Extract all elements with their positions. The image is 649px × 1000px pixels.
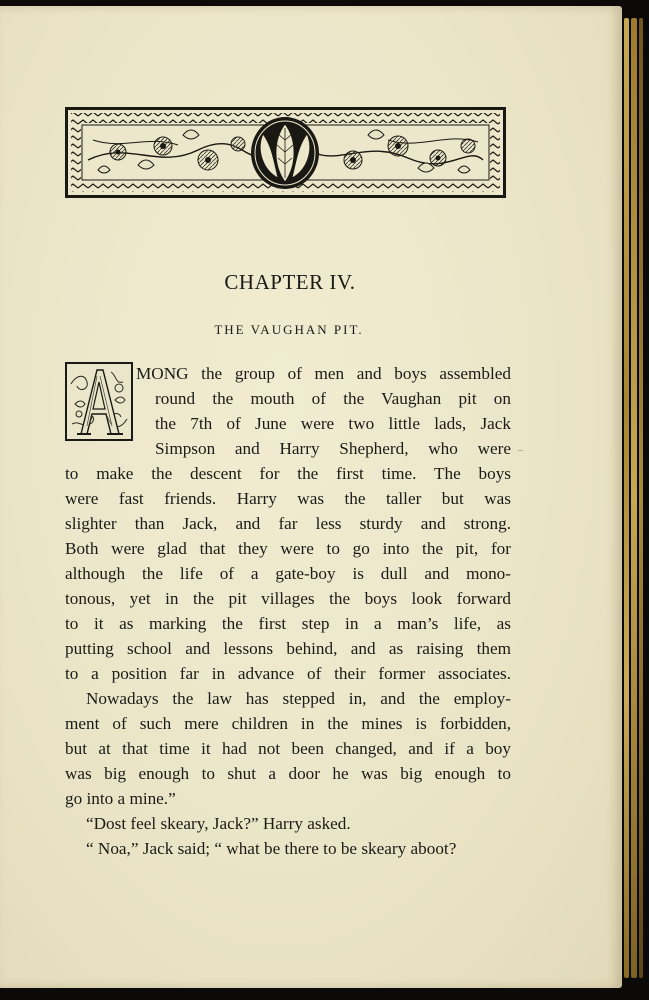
ornamental-headpiece — [65, 107, 506, 198]
gilt-page-edge — [639, 18, 643, 978]
text-line: to it as marking the first step in a man’s life, as — [65, 614, 511, 633]
text-line: to a position far in advance of their former associates. — [65, 664, 511, 683]
text-line: “ Noa,” Jack said; “ what be there to be skeary aboot? — [86, 839, 457, 858]
text-line: round the mouth of the Vaughan pit on — [155, 389, 511, 408]
gilt-page-edge — [631, 18, 637, 978]
margin-mark — [518, 450, 523, 451]
text-line: tonous, yet in the pit villages the boys look forward — [65, 589, 511, 608]
text-line: was big enough to shut a door he was big enough to — [65, 764, 511, 783]
text-line: Nowadays the law has stepped in, and the employ- — [86, 689, 511, 708]
gilt-page-edge — [624, 18, 629, 978]
text-line: the 7th of June were two little lads, Jack — [155, 414, 511, 433]
drop-cap-ornament — [67, 364, 131, 439]
text-line: slighter than Jack, and far less sturdy and strong. — [65, 514, 511, 533]
floral-headpiece-ornament — [68, 110, 503, 195]
text-line: although the life of a gate-boy is dull and mono- — [65, 564, 511, 583]
text-line: MONG the group of men and boys assembled — [136, 364, 511, 383]
book-page — [0, 6, 622, 988]
chapter-subtitle: THE VAUGHAN PIT. — [214, 322, 364, 337]
text-line: ment of such mere children in the mines is forbidden, — [65, 714, 511, 733]
text-line: were fast friends. Harry was the taller but was — [65, 489, 511, 508]
text-line: putting school and lessons behind, and as raising them — [65, 639, 511, 658]
text-line: to make the descent for the first time. The boys — [65, 464, 511, 483]
text-line: Both were glad that they were to go into the pit, for — [65, 539, 511, 558]
text-line: “Dost feel skeary, Jack?” Harry asked. — [86, 814, 351, 833]
text-line: Simpson and Harry Shepherd, who were — [155, 439, 511, 458]
chapter-heading: CHAPTER IV. — [224, 270, 356, 294]
text-line: but at that time it had not been changed, and if a boy — [65, 739, 511, 758]
illuminated-drop-cap — [65, 362, 133, 441]
text-line: go into a mine.” — [65, 789, 176, 808]
